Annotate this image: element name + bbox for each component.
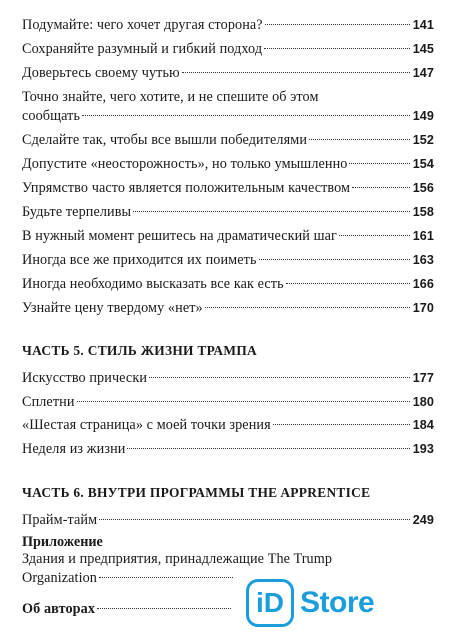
authors-title: Об авторах (22, 601, 96, 617)
toc-entry-page: 184 (412, 418, 434, 432)
toc-entry-page: 145 (412, 42, 434, 56)
toc-entry (22, 249, 434, 271)
toc-entry (22, 438, 434, 460)
toc-entry-title: Сделайте так, чтобы все вышли победителями (22, 132, 308, 148)
toc-entry-page: 161 (412, 229, 434, 243)
toc-entry-page: 177 (412, 371, 434, 385)
toc-entry-title: «Шестая страница» с моей точки зрения (22, 417, 271, 433)
part-5-heading: ЧАСТЬ 5. СТИЛЬ ЖИЗНИ ТРАМПА (22, 343, 258, 358)
dot-leader (99, 519, 410, 520)
dot-leader (273, 424, 410, 425)
toc-entry (22, 38, 434, 60)
dot-leader (286, 283, 410, 284)
toc-entry-title-line1: Точно знайте, чего хотите, и не спешите об этом (22, 89, 319, 105)
toc-entry (22, 177, 434, 199)
toc-entry (22, 201, 434, 223)
toc-entry-title: Упрямство часто является положительным качеством (22, 180, 351, 196)
appendix-text-line2: Organization (22, 570, 98, 586)
part-6-heading: ЧАСТЬ 6. ВНУТРИ ПРОГРАММЫ THE APPRENTICE (22, 485, 371, 500)
toc-entry (22, 225, 434, 247)
id-logo-icon: iD (246, 579, 294, 627)
toc-entry-page: 147 (412, 66, 434, 80)
toc-entry (22, 391, 434, 413)
toc-entry-page: 158 (412, 205, 434, 219)
dot-leader (82, 115, 410, 116)
toc-entry-title: Искусство прически (22, 370, 148, 386)
dot-leader (127, 448, 409, 449)
toc-entry-title: Допустите «неосторожность», но только умышленно (22, 156, 348, 172)
idstore-watermark-logo (246, 576, 382, 630)
dot-leader (259, 259, 410, 260)
toc-entry-title: Подумайте: чего хочет другая сторона? (22, 17, 263, 33)
store-logo-text: Store (300, 586, 375, 619)
toc-entry-title: Сохраняйте разумный и гибкий подход (22, 41, 263, 57)
dot-leader (349, 163, 409, 164)
dot-leader (99, 577, 233, 578)
toc-entry (22, 153, 434, 175)
dot-leader (309, 139, 410, 140)
dot-leader (133, 211, 410, 212)
dot-leader (264, 48, 410, 49)
toc-entry (22, 367, 434, 389)
appendix-entry (22, 567, 236, 589)
toc-entry (22, 129, 434, 151)
toc-entry-page: 249 (412, 513, 434, 527)
toc-entry-title: В нужный момент решитесь на драматический шаг (22, 228, 337, 244)
toc-entry-page: 152 (412, 133, 434, 147)
toc-entry (22, 62, 434, 84)
toc-entry (22, 297, 434, 319)
toc-entry (22, 414, 434, 436)
authors-entry (22, 598, 234, 620)
toc-entry-page: 141 (412, 18, 434, 32)
dot-leader (97, 608, 231, 609)
toc-entry-page: 193 (412, 442, 434, 456)
appendix-title: Приложение (22, 534, 103, 550)
toc-entry (22, 105, 434, 127)
toc-entry-title: Доверьтесь своему чутью (22, 65, 180, 81)
dot-leader (149, 377, 410, 378)
toc-entry-title: Сплетни (22, 394, 75, 410)
toc-entry-page: 149 (412, 109, 434, 123)
toc-entry-title: Прайм-тайм (22, 512, 98, 528)
dot-leader (265, 24, 410, 25)
toc-entry-page: 156 (412, 181, 434, 195)
toc-entry-page: 163 (412, 253, 434, 267)
toc-entry-title: Неделя из жизни (22, 441, 126, 457)
dot-leader (339, 235, 410, 236)
toc-entry-title: Иногда все же приходится их поиметь (22, 252, 257, 268)
dot-leader (205, 307, 410, 308)
toc-entry-page: 180 (412, 395, 434, 409)
dot-leader (182, 72, 410, 73)
toc-entry-page: 170 (412, 301, 434, 315)
toc-entry-page: 154 (412, 157, 434, 171)
toc-entry-title: Будьте терпеливы (22, 204, 132, 220)
toc-entry-title: Иногда необходимо высказать все как есть (22, 276, 284, 292)
appendix-text-line1: Здания и предприятия, принадлежащие The Trump (22, 551, 333, 567)
dot-leader (352, 187, 410, 188)
toc-entry-title: Узнайте цену твердому «нет» (22, 300, 203, 316)
toc-entry (22, 273, 434, 295)
dot-leader (77, 401, 410, 402)
toc-entry-title: сообщать (22, 108, 81, 124)
toc-entry-page: 166 (412, 277, 434, 291)
toc-entry (22, 14, 434, 36)
toc-entry (22, 509, 434, 531)
